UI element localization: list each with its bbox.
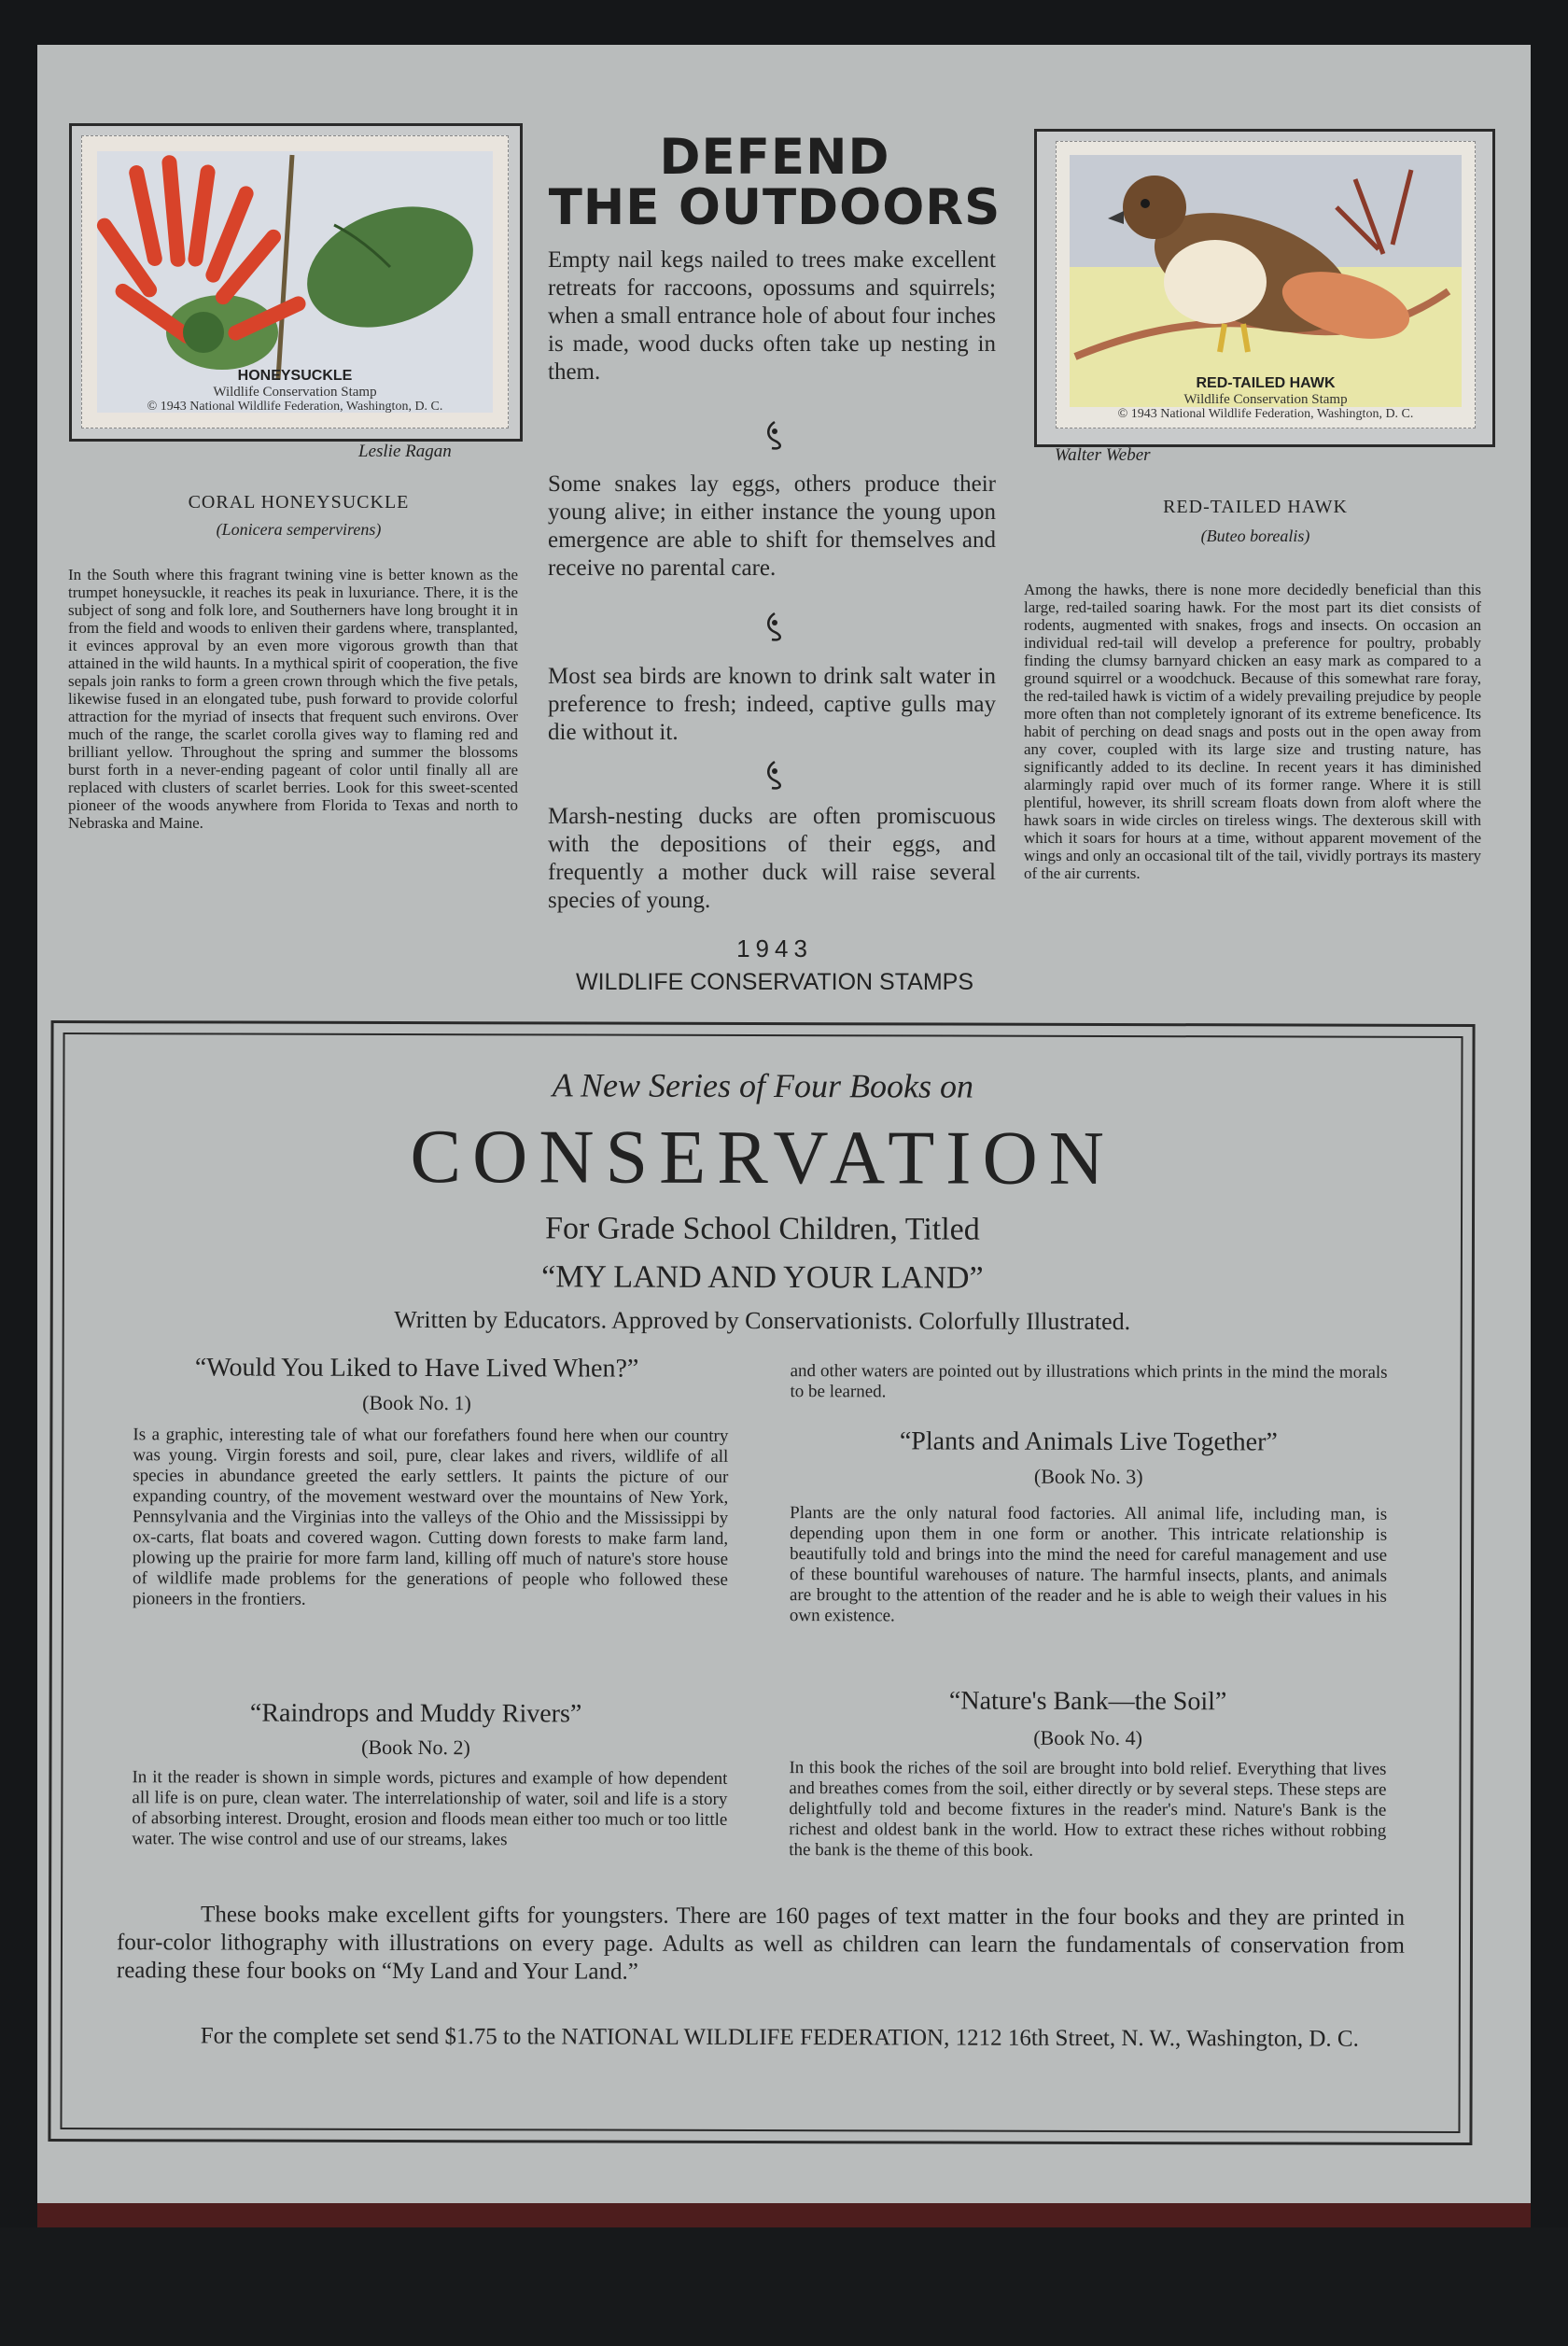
headline-line2: THE OUTDOORS [548, 179, 1001, 236]
stamp-caption: Wildlife Conservation Stamp [213, 385, 377, 400]
stamp-caption: Wildlife Conservation Stamp [1183, 392, 1348, 407]
series-title: “MY LAND AND YOUR LAND” [541, 1259, 984, 1296]
book-advertisement [48, 1020, 1475, 2145]
ad-title: CONSERVATION [410, 1114, 1116, 1201]
stamp-copyright: © 1943 National Wildlife Federation, Washington, D. C. [147, 400, 443, 414]
book-number: (Book No. 2) [361, 1735, 470, 1760]
right-stamp-mount [1034, 129, 1495, 447]
book-title: “Would You Liked to Have Lived When?” [194, 1353, 639, 1384]
ornament-icon [761, 610, 789, 643]
book-number: (Book No. 1) [362, 1390, 471, 1415]
ad-kicker: A New Series of Four Books on [552, 1066, 974, 1105]
stamp-name: RED-TAILED HAWK [1196, 375, 1336, 391]
ad-closing-paragraph: These books make excellent gifts for youngsters. There are 160 pages of text matter in the four books and they are printed in four-color lithography with illustrations on every page. Adults as well as children can learn the fundamentals of conservation from reading these four books on “My Land and Your Land.” [116, 1902, 1406, 1985]
book-title: “Nature's Bank—the Soil” [948, 1686, 1227, 1717]
ornament-icon [761, 418, 789, 452]
book-title: “Plants and Animals Live Together” [899, 1426, 1278, 1457]
book-description: In this book the riches of the soil are brought into bold relief. Everything that lives and breathes comes from the soil, either directly or by several steps. These steps are delightfully told and become fixtures in the reader's mind. Nature's Bank is the richest and oldest bank in the world. How to extract these riches without robbing the bank is the theme of this book. [789, 1758, 1387, 1861]
book-description: In it the reader is shown in simple words, pictures and example of how dependent all life is on pure, clean water. The interrelationship of water, soil and life is a story of absorbing interest. Drought, erosion and floods mean either too much or too little water. The wise control and use of our streams, lakes [132, 1767, 728, 1850]
order-instructions: For the complete set send $1.75 to the NATIONAL WILDLIFE FEDERATION, 1212 16th Street, N. W., Washington, D. C. [200, 2023, 1359, 2052]
fact-paragraph: Marsh-nesting ducks are often promiscuous with the depositions of their eggs, and frequently a mother duck will raise several species of young. [548, 804, 996, 913]
species-description: Among the hawks, there is none more decidedly beneficial than this large, red-tailed soaring hawk. For the most part its diet consists of rodents, augmented with snakes, frogs and insects. On occasion an individual red-tail will develop a preference for poultry, probably finding the clumsy barnyard chicken an easy mark as compared to a ground squirrel or a woodchuck. Because of this somewhat rare foray, the red-tailed hawk is victim of a widely prevailing prejudice by people more often than not completely ignorant of its extreme beneficence. Its habit of perching on dead snags and posts out in the open away from any cover, coupled with its large size and trusting nature, has significantly added to its decline. In recent years it has diminished alarmingly rapid over much of its former range. Where it is still plentiful, however, its shrill scream floats down from aloft where the hawk soars in wide circles on tireless wings. The dexterous skill with which it soars for hours at a time, without apparent movement of the wings and only an occasional tilt of the tail, vividly portrays its mastery of the air currents. [1024, 581, 1481, 882]
headline-line1: DEFEND [659, 129, 890, 186]
left-stamp-mount [69, 123, 523, 442]
fact-paragraph: Empty nail kegs nailed to trees make excellent retreats for raccoons, opossums and squirrels; when a small entrance hole of about four inches is made, wood ducks often take up nesting in them. [548, 247, 996, 385]
book-description-continued: and other waters are pointed out by illustrations which prints in the mind the morals to be learned. [790, 1361, 1388, 1402]
stamp-name: HONEYSUCKLE [237, 368, 353, 384]
artist-credit: Walter Weber [1055, 445, 1151, 465]
artist-credit: Leslie Ragan [358, 442, 452, 461]
book-description: Is a graphic, interesting tale of what our forefathers found here when our country was young. Virgin forests and soil, pure, clear lakes and rivers, wildlife of all species in abundance greeted the early settlers. It paints the picture of our expanding country, of the movement westward over the mountains of New York, Pennsylvania and the Virginias into the valleys of the Ohio and the Mississippi by ox-carts, flat boats and covered wagon. Cutting down forests to make farm land, plowing up the prairie for more farm land, killing off much of nature's store house of wildlife made problems for the generations of people who followed these pioneers in the frontiers. [132, 1425, 729, 1609]
background [0, 2227, 1568, 2346]
ad-tagline: Written by Educators. Approved by Conservationists. Colorfully Illustrated. [394, 1305, 1131, 1336]
species-description: In the South where this fragrant twining vine is better known as the trumpet honeysuckle, it reaches its peak in luxuriance. There, it is the subject of song and folk lore, and Southerners have long brought it in from the field and woods to enliven their gardens where, transplanted, it evinces approval by an even more vigorous growth than that attained in the wild haunts. In a mythical spirit of cooperation, the five sepals join ranks to form a green crown through which the five petals, likewise fused in an elongated tube, push forward to provide colorful attraction for the myriad of insects that frequent such environs. Over much of the range, the scarlet corolla gives way to flaming red and brilliant yellow. Throughout the spring and summer the blossoms burst forth in a never-ending pageant of color until finally all are replaced with clusters of scarlet berries. Look for this sweet-scented pioneer of the woods anywhere from Florida to Texas and north to Nebraska and Maine. [68, 566, 518, 832]
year-label: 1943 [736, 934, 813, 962]
book-number: (Book No. 4) [1033, 1725, 1142, 1750]
book-number: (Book No. 3) [1033, 1464, 1143, 1489]
species-latin: (Buteo borealis) [1200, 527, 1310, 545]
fact-paragraph: Most sea birds are known to drink salt water in preference to fresh; indeed, captive gulls may die without it. [548, 664, 996, 745]
stamps-series-label: WILDLIFE CONSERVATION STAMPS [576, 969, 973, 995]
species-latin: (Lonicera sempervirens) [216, 520, 382, 539]
book-description: Plants are the only natural food factories. All animal life, including man, is depending upon them in one form or another. This intricate relationship is beautifully told and brings into the mind the need for careful management and use of these bountiful warehouses of nature. The harmful insects, plants, and animals are brought to the attention of the reader and he is able to weigh their values in his own existence. [789, 1503, 1388, 1626]
ad-subtitle: For Grade School Children, Titled [545, 1211, 980, 1247]
species-title: RED-TAILED HAWK [1163, 497, 1348, 517]
species-title: CORAL HONEYSUCKLE [188, 492, 410, 513]
hawk-stamp [1056, 141, 1476, 428]
honeysuckle-stamp [81, 135, 509, 428]
page-edge [37, 2203, 1531, 2227]
book-title: “Raindrops and Muddy Rivers” [249, 1698, 582, 1729]
ornament-icon [761, 758, 789, 792]
stamp-copyright: © 1943 National Wildlife Federation, Washington, D. C. [1117, 407, 1414, 421]
fact-paragraph: Some snakes lay eggs, others produce their young alive; in either instance the young upon emergence are able to shift for themselves and receive no parental care. [548, 471, 996, 581]
